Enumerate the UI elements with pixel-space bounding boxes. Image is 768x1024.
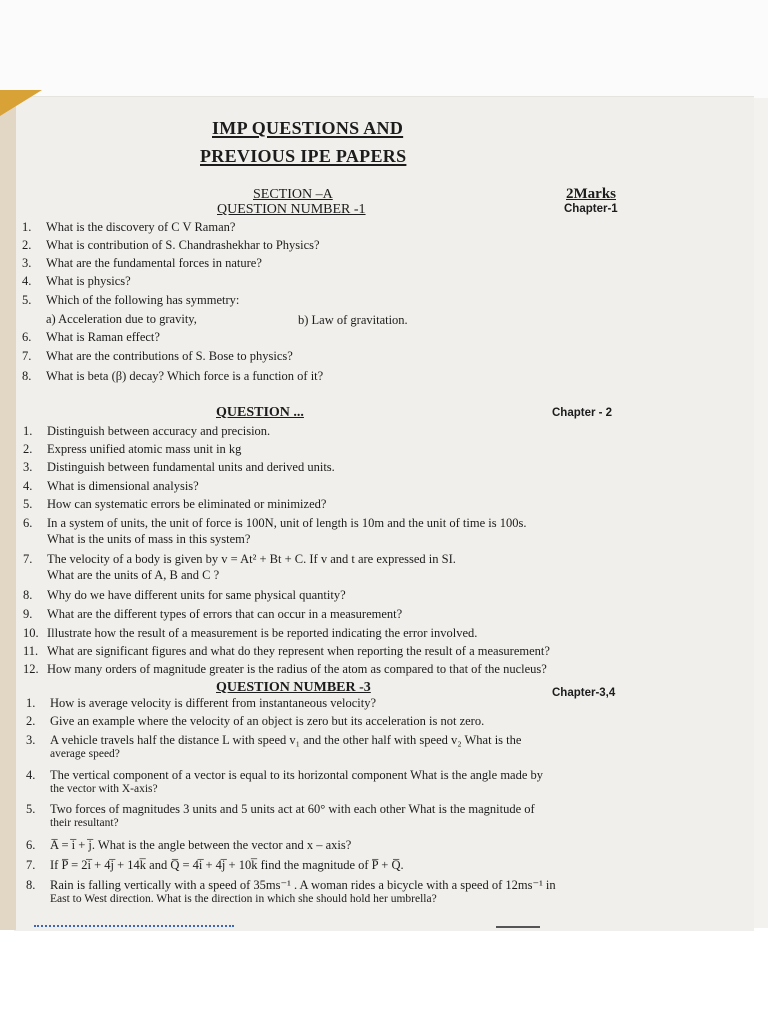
question-number: 1.: [26, 696, 36, 710]
question-number-1-heading: QUESTION NUMBER -1: [217, 202, 366, 217]
question-text: Why do we have different units for same physical quantity?: [47, 588, 346, 602]
list-item: [26, 733, 522, 761]
list-item: [26, 858, 404, 872]
title-line-2: PREVIOUS IPE PAPERS: [200, 146, 407, 166]
question-number: 10.: [23, 626, 39, 640]
question-number: 2.: [22, 238, 32, 252]
list-item: [23, 607, 403, 621]
question-number: 4.: [26, 768, 36, 782]
question-text: Rain is falling vertically with a speed of 35ms⁻¹ . A woman rides a bicycle with a speed of 12ms⁻¹ in: [50, 878, 556, 892]
question-text: If P̅ = 2i̅ + 4j̅ + 14k̅ and Q̅ = 4i̅ + 4j̅ + 10k̅ find the magnitude of P̅ + Q̅.: [50, 858, 404, 872]
marks-label: 2Marks: [566, 186, 616, 202]
background-bottom: [0, 928, 768, 1024]
list-item: [23, 442, 242, 456]
list-item: [26, 714, 485, 728]
question-number: 5.: [22, 293, 32, 307]
question-text-continued: their resultant?: [50, 817, 119, 829]
question-text: Which of the following has symmetry:: [46, 293, 240, 307]
question-text-continued: What are the units of A, B and C ?: [47, 568, 220, 582]
question-text: What is contribution of S. Chandrashekhar to Physics?: [46, 238, 320, 252]
list-item: [22, 330, 160, 344]
question-text: Give an example where the velocity of an object is zero but its acceleration is not zero.: [50, 714, 485, 728]
question-number: 8.: [26, 878, 36, 892]
question-text: The vertical component of a vector is equal to its horizontal component What is the angle made by: [50, 768, 544, 782]
list-item: [23, 479, 199, 493]
list-item: [22, 293, 240, 307]
question-number: 1.: [22, 220, 32, 234]
question-text: The velocity of a body is given by v = At² + Bt + C. If v and t are expressed in SI.: [47, 552, 456, 566]
question-text-continued: average speed?: [50, 748, 120, 760]
question-number: 1.: [23, 424, 33, 438]
question-number: 4.: [23, 479, 33, 493]
question-text: How many orders of magnitude greater is the radius of the atom as compared to that of the nucleus?: [47, 662, 547, 676]
list-item: [23, 644, 550, 658]
option-a-text: a) Acceleration due to gravity,: [46, 312, 197, 326]
question-text: What is the discovery of C V Raman?: [46, 220, 236, 234]
list-item: [23, 552, 456, 582]
question-text-continued: What is the units of mass in this system?: [47, 532, 251, 546]
question-number: 3.: [26, 733, 36, 747]
question-number: 6.: [26, 838, 36, 852]
list-item: [26, 768, 544, 796]
ink-scribble: [34, 921, 234, 927]
list-item: [22, 349, 293, 363]
list-item: [23, 460, 335, 474]
list-item: [26, 696, 377, 710]
list-item: [23, 497, 327, 511]
question-text-continued: East to West direction. What is the direction in which she should hold her umbrella?: [50, 893, 437, 905]
question-number: 3.: [23, 460, 33, 474]
list-item: [26, 878, 556, 906]
question-text: How is average velocity is different from instantaneous velocity?: [50, 696, 377, 710]
question-number: 9.: [23, 607, 33, 621]
question-text: In a system of units, the unit of force is 100N, unit of length is 10m and the unit of time is 100s.: [47, 516, 527, 530]
question-text: What are the fundamental forces in nature?: [46, 256, 262, 270]
question-text: Illustrate how the result of a measurement is be reported indicating the error involved.: [47, 626, 478, 640]
list-item: [23, 516, 527, 546]
question-number: 5.: [26, 802, 36, 816]
question-text: A̅ = i̅ + j̅. What is the angle between the vector and x – axis?: [50, 838, 352, 852]
question-text: Distinguish between accuracy and precision.: [47, 424, 271, 438]
question-text: What are the different types of errors that can occur in a measurement?: [47, 607, 403, 621]
list-item: [22, 369, 324, 383]
question-text: What are significant figures and what do they represent when reporting the result of a measurement?: [47, 644, 550, 658]
list-item: [23, 588, 346, 602]
question-text: What is beta (β) decay? Which force is a function of it?: [46, 369, 324, 383]
question-text: What is physics?: [46, 274, 131, 288]
question-number: 8.: [22, 369, 32, 383]
list-item: [22, 274, 131, 288]
question-text: A vehicle travels half the distance L with speed v₁ and the other half with speed v₂ What is the: [50, 733, 522, 747]
list-item: [46, 312, 197, 326]
question-number: 4.: [22, 274, 32, 288]
question-number: 5.: [23, 497, 33, 511]
chapter-2-label: Chapter - 2: [552, 407, 613, 419]
question-number: 3.: [22, 256, 32, 270]
list-item: [26, 802, 535, 830]
question-number: 6.: [23, 516, 33, 530]
question-number: 7.: [26, 858, 36, 872]
question-number: 11.: [23, 644, 39, 658]
list-item: [22, 256, 262, 270]
folder-corner: [0, 90, 42, 116]
question-number: 2.: [26, 714, 36, 728]
question-number: 2.: [23, 442, 33, 456]
question-number-2-heading: QUESTION ...: [216, 405, 304, 420]
question-number: 7.: [23, 552, 33, 566]
question-number: 6.: [22, 330, 32, 344]
question-number: 7.: [22, 349, 32, 363]
page-binding-edge: [0, 95, 16, 930]
question-number: 8.: [23, 588, 33, 602]
list-item: [22, 238, 320, 252]
question-text: What are the contributions of S. Bose to physics?: [46, 349, 293, 363]
list-item: [22, 220, 236, 234]
question-text: Distinguish between fundamental units and derived units.: [47, 460, 335, 474]
question-text-continued: the vector with X-axis?: [50, 783, 158, 795]
option-b-text: b) Law of gravitation.: [298, 313, 408, 327]
question-text: What is dimensional analysis?: [47, 479, 199, 493]
section-a-heading: SECTION –A: [253, 187, 333, 202]
question-number: 12.: [23, 662, 39, 676]
background-top: [0, 0, 768, 98]
list-item: [23, 424, 271, 438]
list-item: [23, 626, 478, 640]
question-number-3-heading: QUESTION NUMBER -3: [216, 680, 371, 695]
chapter-3-4-label: Chapter-3,4: [552, 687, 616, 699]
list-item: [23, 662, 547, 676]
question-text: What is Raman effect?: [46, 330, 160, 344]
question-text: Two forces of magnitudes 3 units and 5 units act at 60° with each other What is the magnitude of: [50, 802, 535, 816]
question-text: Express unified atomic mass unit in kg: [47, 442, 242, 456]
list-item: [26, 838, 352, 852]
title-line-1: IMP QUESTIONS AND: [212, 118, 404, 138]
question-text: How can systematic errors be eliminated or minimized?: [47, 497, 327, 511]
chapter-1-label: Chapter-1: [564, 203, 618, 215]
page-edge-mark: [496, 926, 540, 928]
